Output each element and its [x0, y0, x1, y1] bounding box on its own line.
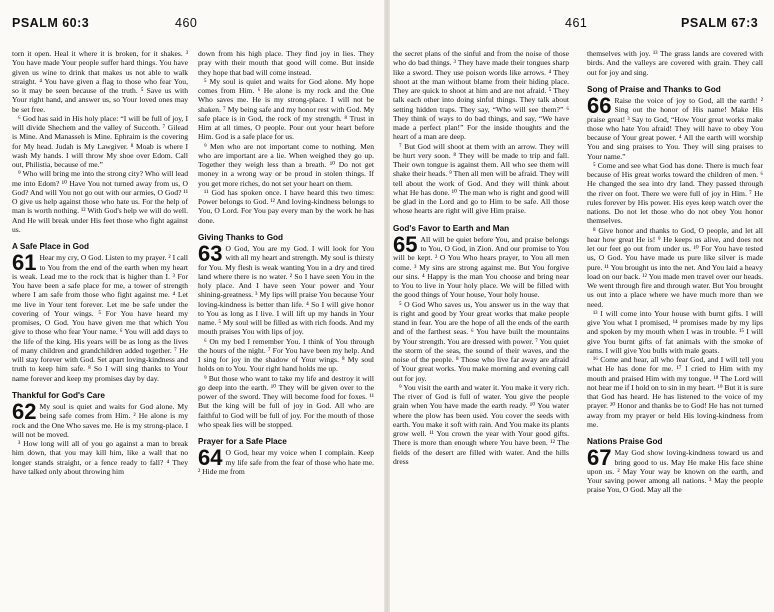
- right-running-head: PSALM 67:3: [681, 16, 759, 30]
- section-heading: Giving Thanks to God: [198, 232, 284, 242]
- verse-text: Raise the voice of joy to God, all the earth! ² Sing out the honor of His name! Make His praise great! ³ Say to God, “How Your great works make those who hate You afraid! They will have to obey You because of Your great power. ⁴ All the earth will worship You and sing praises to You. They will sing praises to Your name.”: [587, 96, 763, 161]
- verse-paragraph: ⁶ God has said in His holy place: “I will be full of joy, I will divide Shechem and the valley of Succoth. ⁷ Gilead is Mine. And Manasseh is Mine. Ephraim is the covering for My head. Judah is My Lawgiver. ⁸ Moab is where I wash My hands. I will throw My shoe over Edom. Call out, Philistia, because of me.”: [12, 113, 188, 169]
- section-heading: Thankful for God's Care: [12, 390, 105, 400]
- verse-paragraph: ¹¹ God has spoken once. I have heard this two times: Power belongs to God. ¹² And loving-kindness belongs to You, O Lord. For You pay every man by the work he has done.: [198, 187, 374, 225]
- psalm-67: [587, 445, 763, 495]
- left-page: [0, 0, 386, 612]
- section-heading: Song of Praise and Thanks to God: [587, 84, 721, 94]
- psalm-64: [198, 445, 374, 476]
- verse-paragraph: torn it open. Heal it where it is broken, for it shakes. ³ You have made Your people suffer hard things. You have given us wine to drink that makes us not able to walk straight. ⁴ You have given a flag to those who fear You, so it may be seen because of the truth. ⁵ Save us with Your right hand, and answer us, so Your loved ones may be set free.: [12, 49, 188, 114]
- psalm-65: [393, 231, 569, 300]
- verse-paragraph: the secret plans of the sinful and from the noise of those who do bad things. ³ They have made their tongues sharp like a sword. They use poison words like arrows. ⁴ They shoot at the man without blame from their hiding place. They are quick to shoot at him and are not afraid. ⁵ They talk each other into doing sinful things. They talk about setting hidden traps. They say, “Who will see them?” ⁶ They think of ways to do bad things, and say, “We have made a perfect plan!” For the inside thoughts and the heart of a man are deep.: [393, 49, 569, 142]
- right-column-1: [393, 49, 569, 466]
- verse-text: May God show loving-kindness toward us and bring good to us. May He make His face shine upon us. ² May Your way be known on the earth, and Your saving power among all nations. ³ May the people praise You, O God. May all the: [587, 448, 763, 495]
- verse-paragraph: ¹⁶ Come and hear, all who fear God, and I will tell you what He has done for me. ¹⁷ I cried to Him with my mouth and praised Him with my tongue. ¹⁸ The Lord will not hear me if I hold on to sin in my heart. ¹⁹ But it is sure that God has heard. He has listened to the voice of my prayer. ²⁰ Honor and thanks be to God! He has not turned away from my prayer or held His loving-kindness from me.: [587, 355, 763, 429]
- verse-paragraph: ³ How long will all of you go against a man to break him down, that you may kill him, like a wall that no longer stands straight, or a fence ready to fall? ⁴ They have talked only about throwing him: [12, 439, 188, 476]
- verse-paragraph: ⁹ Who will bring me into the strong city? Who will lead me into Edom? ¹⁰ Have You not turned away from us, O God? And will You not go out with our armies, O God? ¹¹ O give us help against those who hate us. For the help of man is worth nothing. ¹² With God's help we will do well. And He will break under His feet those who fight against us.: [12, 169, 188, 234]
- verse-paragraph: ⁵ Come and see what God has done. There is much fear because of His great works toward the children of men. ⁶ He changed the sea into dry land. They passed through the river on foot. There we were full of joy in Him. ⁷ He rules forever by His power. His eyes keep watch over the nations. Do not let those who do not obey You honor themselves.: [587, 160, 763, 226]
- section-heading: Prayer for a Safe Place: [198, 437, 287, 446]
- left-column-1: [12, 49, 188, 476]
- psalm-63: [198, 241, 374, 337]
- right-page: [389, 0, 774, 612]
- verse-paragraph: ⁷ But God will shoot at them with an arrow. They will be hurt very soon. ⁸ They will be made to trip and fall. Their own tongue is against them. All who see them will shake their heads. ⁹ Then all men will be afraid. They will tell about the work of God. And they will think about what He has done. ¹⁰ The man who is right and good will be glad in the Lord and go to Him to be safe. All those whose hearts are right will give Him praise.: [393, 141, 569, 216]
- psalm-number: 66: [587, 93, 612, 118]
- section-heading: A Safe Place in God: [12, 242, 90, 251]
- verse-text: All will be quiet before You, and praise belongs to You, O God, in Zion. And our promise to You will be kept. ² O You Who hears prayer, to You all men come. ³ My sins are strong against me. But You forgive our sins. ⁴ Happy is the man You choose and bring near to You to live in Your holy place. We will be filled with the good things of Your house, Your holy house.: [393, 234, 569, 300]
- left-column-2: [198, 49, 374, 476]
- left-running-head: PSALM 60:3: [12, 16, 90, 30]
- verse-text: My soul is quiet and waits for God alone. My being safe comes from Him. ² He alone is my rock and the One Who saves me. He is my strong-place. I will not be moved.: [12, 402, 188, 439]
- verse-paragraph: ⁶ On my bed I remember You. I think of You through the hours of the night. ⁷ For You have been my help. And I sing for joy in the shadow of Your wings. ⁸ My soul holds on to You. Your right hand holds me up.: [198, 336, 374, 374]
- psalm-number: 67: [587, 445, 612, 471]
- verse-paragraph: ⁵ My soul is quiet and waits for God alone. My hope comes from Him. ⁶ He alone is my rock and the One Who saves me. He is my strong-place. I will not be shaken. ⁷ My being safe and my honor rest with God. My safe place is in God, the rock of my strength. ⁸ Trust in Him at all times, O people. Pour out your heart before Him. God is a safe place for us.: [198, 76, 374, 142]
- verse-text: Hear my cry, O God. Listen to my prayer. ² I call to You from the end of the earth when my heart is weak. Lead me to the rock that is higher than I. ³ For You have been a safe place for me, a tower of strength where I am safe from those who fight against me. ⁴ Let me live in Your tent forever. Let me be safe under the covering of Your wings. ⁵ For You have heard my promises, O God. You have given me that which You give to those who fear Your name. ⁶ You will add days to the life of the king. His years will be as long as the lives of many children and grandchildren added together. ⁷ He will stay forever with God. Set apart loving-kindness and truth to keep him safe. ⁸ So I will sing thanks to Your name forever and keep my promises day by day.: [12, 253, 188, 383]
- verse-paragraph: ⁹ But those who want to take my life and destroy it will go deep into the earth. ¹⁰ They will be given over to the power of the sword. They will become food for foxes. ¹¹ But the king will be full of joy in God. All who are faithful to God will be full of joy. For the mouth of those who speak lies will be stopped.: [198, 373, 374, 429]
- right-page-number: 461: [565, 16, 588, 30]
- section-heading: God's Favor to Earth and Man: [393, 223, 510, 233]
- psalm-number: 62: [12, 399, 37, 424]
- psalm-number: 61: [12, 250, 37, 276]
- verse-text: O God, You are my God. I will look for You with all my heart and strength. My soul is thirsty for You. My flesh is weak wanting You in a dry and tired land where there is no water. ² So I have seen You in the holy place. And I have seen Your power and Your shining-greatness. ³ My lips will praise You because Your loving-kindness is better than life. ⁴ So I will give honor to You as long as I live. I will lift up my hands in Your name. ⁵ My soul will be filled as with rich foods. And my mouth praises You with lips of joy.: [198, 244, 374, 337]
- verse-paragraph: down from his high place. They find joy in lies. They pray with their mouth that good will come. But inside they hope that bad will come instead.: [198, 49, 374, 77]
- verse-paragraph: ⁸ Give honor and thanks to God, O people, and let all hear how great He is! ⁹ He keeps us alive, and does not let our feet go out from under us. ¹⁰ For You have tested us, O God. You have made us pure like silver is made pure. ¹¹ You brought us into the net. And You laid a heavy load on our back. ¹² You made men travel over our heads. We went through fire and through water. But You brought us out into a place where we have much more than we need.: [587, 225, 763, 309]
- psalm-66: [587, 93, 763, 161]
- verse-paragraph: ⁹ You visit the earth and water it. You make it very rich. The river of God is full of water. You give the people grain when You have made the earth ready. ¹⁰ You water where the plow has been used. You cover the seeds with earth. You make it soft with rain. And You make its plants grow well. ¹¹ You crown the year with Your good gifts. There is more than enough where You have been. ¹² The fields of the desert are filled with water. And the hills dress: [393, 382, 569, 466]
- right-column-2: [587, 49, 763, 495]
- verse-paragraph: themselves with joy. ¹³ The grass lands are covered with birds. And the valleys are covered with grain. They call out for joy and sing.: [587, 49, 763, 77]
- verse-paragraph: ¹³ I will come into Your house with burnt gifts. I will give You what I promised, ¹⁴ promises made by my lips and spoken by my mouth when I was in trouble. ¹⁵ I will give You burnt gifts of fat animals with the smoke of rams. I will give You bulls with male goats.: [587, 308, 763, 355]
- psalm-61: [12, 250, 188, 383]
- psalm-number: 65: [393, 231, 418, 257]
- section-heading: Nations Praise God: [587, 437, 663, 446]
- left-page-number: 460: [175, 16, 198, 30]
- psalm-number: 64: [198, 445, 223, 471]
- verse-paragraph: ⁵ O God Who saves us, You answer us in the way that is right and good by Your great works that make people stand in fear. You are the hope of all the ends of the earth and of the farthest seas. ⁶ You have built the mountains by Your strength. You are dressed with power. ⁷ You quiet the storm of the seas, the sound of their waves, and the noise of the people. ⁸ Those who live far away are afraid of Your great works. You make morning and evening call out for joy.: [393, 299, 569, 383]
- verse-paragraph: ⁹ Men who are not important come to nothing. Men who are important are a lie. When weighed they go up. Together they weigh less than a breath. ¹⁰ Do not get money in a wrong way or be proud in stolen things. If you get more riches, do not set your heart on them.: [198, 141, 374, 188]
- psalm-62: [12, 399, 188, 439]
- verse-text: O God, hear my voice when I complain. Keep my life safe from the fear of those who hate me. ² Hide me from: [198, 448, 374, 476]
- psalm-number: 63: [198, 241, 223, 266]
